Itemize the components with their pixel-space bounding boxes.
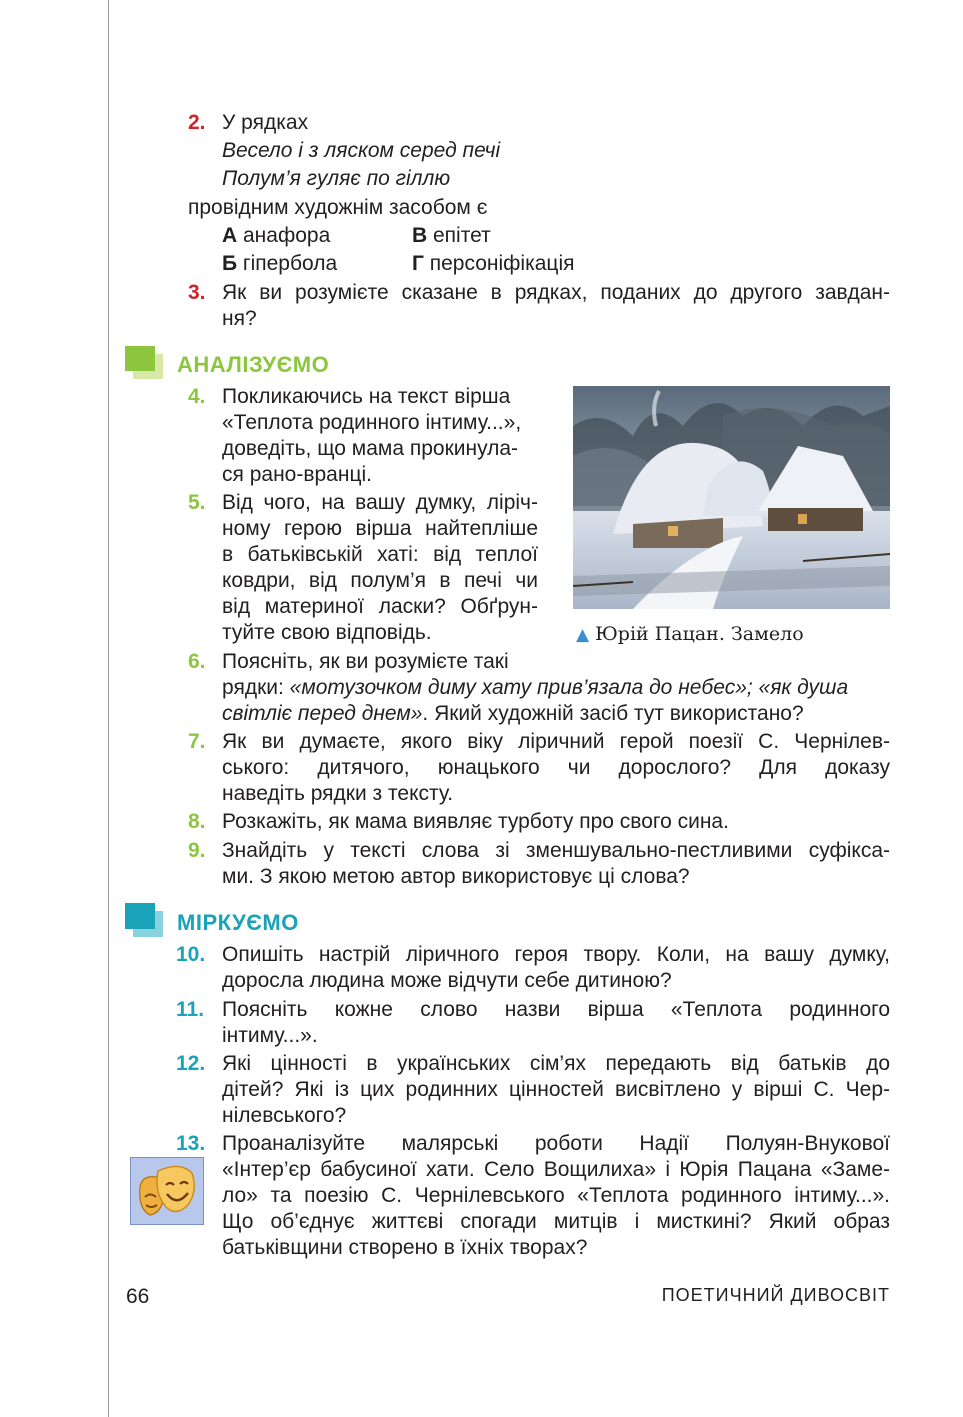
question-12-number: 12. xyxy=(176,1052,206,1075)
section-title-analyze: АНАЛІЗУЄМО xyxy=(177,352,330,377)
question-6-line-3: світліє перед днем». Який художній засіб тут використано? xyxy=(222,702,804,725)
reason-section-icon xyxy=(125,903,165,939)
caption-title: . Замело xyxy=(718,623,804,645)
question-12-line-2: дітей? Які із цих родинних цінностей висвітлено у вірші С. Чер- xyxy=(222,1078,890,1101)
question-10-number: 10. xyxy=(176,943,206,966)
painting-caption xyxy=(576,623,804,645)
option-b: Б гіпербола xyxy=(222,252,338,275)
caption-author: Юрій Пацан xyxy=(595,623,719,645)
question-10-line-1: Опишіть настрій ліричного героя твору. Коли, на вашу думку, xyxy=(222,943,890,966)
question-7-line-3: наведіть рядки з тексту. xyxy=(222,782,454,805)
question-13-line-4: Що об’єднує життєві спогади митців і мисткині? Який образ xyxy=(222,1210,890,1233)
painting-snow-covered-huts xyxy=(573,386,890,609)
question-13-line-1: Проаналізуйте малярські роботи Надії Полуян-Внукової xyxy=(222,1132,890,1155)
option-v: В епітет xyxy=(412,224,491,247)
page-margin-line xyxy=(108,0,109,1417)
question-8-number: 8. xyxy=(188,810,206,833)
question-5-line-4: ковдри, від полум’я в печі чи xyxy=(222,569,538,592)
question-6-line-1: Поясніть, як ви розумієте такі xyxy=(222,650,509,673)
option-g: Г персоніфікація xyxy=(412,252,575,275)
question-5-line-6: туйте свою відповідь. xyxy=(222,621,432,644)
question-2-text-cont: провідним художнім засобом є xyxy=(188,196,488,219)
question-9-number: 9. xyxy=(188,839,206,862)
question-13-line-5: батьківщини створено в їхніх творах? xyxy=(222,1236,588,1259)
question-4-line-4: ся рано-вранці. xyxy=(222,463,372,486)
question-5-number: 5. xyxy=(188,491,206,514)
question-7-line-1: Як ви думаєте, якого віку ліричний герой поезії С. Чернілев- xyxy=(222,730,890,753)
question-5-line-3: в батьківській хаті: від теплої xyxy=(222,543,538,566)
question-6-line-2: рядки: «мотузочком диму хату прив’язала до небес»; «як душа xyxy=(222,676,849,699)
running-footer-section: ПОЕТИЧНИЙ ДИВОСВІТ xyxy=(661,1285,890,1305)
question-11-line-2: інтиму...». xyxy=(222,1024,318,1047)
question-8-text: Розкажіть, як мама виявляє турботу про свого сина. xyxy=(222,810,729,833)
question-13-line-2: «Інтер’єр бабусиної хати. Село Вощилиха» і Юрія Пацана «Заме- xyxy=(222,1158,890,1181)
page-number: 66 xyxy=(126,1285,150,1308)
question-11-number: 11. xyxy=(176,998,205,1021)
question-12-line-1: Які цінності в українських сім’ях передають від батьків до xyxy=(222,1052,890,1075)
question-4-line-3: доведіть, що мама прокинула- xyxy=(222,437,519,460)
triangle-marker-icon: ▲ xyxy=(576,625,590,645)
question-3-number: 3. xyxy=(188,281,206,304)
question-2-number: 2. xyxy=(188,111,206,134)
question-6-number: 6. xyxy=(188,650,206,673)
question-4-number: 4. xyxy=(188,385,206,408)
question-10-line-2: доросла людина може відчути себе дитиною? xyxy=(222,969,672,992)
question-2-text: У рядках xyxy=(222,111,309,134)
question-7-line-2: ського: дитячого, юнацького чи дорослого? Для доказу xyxy=(222,756,890,779)
question-4-line-2: «Теплота родинного інтиму...», xyxy=(222,411,522,434)
question-7-number: 7. xyxy=(188,730,206,753)
verse-line-1: Весело і з ляском серед печі xyxy=(222,139,501,162)
section-title-reason: МІРКУЄМО xyxy=(177,910,299,935)
question-13-line-3: ло» та поезію С. Чернілевського «Теплота родинного інтиму...». xyxy=(222,1184,890,1207)
question-5-line-1: Від чого, на вашу думку, ліріч- xyxy=(222,491,538,514)
question-13-number: 13. xyxy=(176,1132,206,1155)
question-5-line-2: ному герою вірша найтепліше xyxy=(222,517,538,540)
option-a: А анафора xyxy=(222,224,331,247)
theatre-masks-icon xyxy=(130,1157,204,1225)
question-4-line-1: Покликаючись на текст вірша xyxy=(222,385,511,408)
question-3-text-cont: ня? xyxy=(222,307,257,330)
verse-line-2: Полум’я гуляє по гіллю xyxy=(222,167,451,190)
question-9-line-1: Знайдіть у тексті слова зі зменшувально-пестливими суфікса- xyxy=(222,839,890,862)
analyze-section-icon xyxy=(125,346,165,380)
question-5-line-5: від материної ласки? Обґрун- xyxy=(222,595,538,618)
question-9-line-2: ми. З якою метою автор використовує ці слова? xyxy=(222,865,690,888)
question-12-line-3: нілевського? xyxy=(222,1104,347,1127)
question-3-text: Як ви розумієте сказане в рядках, поданих до другого завдан- xyxy=(222,281,890,304)
question-11-line-1: Поясніть кожне слово назви вірша «Теплота родинного xyxy=(222,998,890,1021)
